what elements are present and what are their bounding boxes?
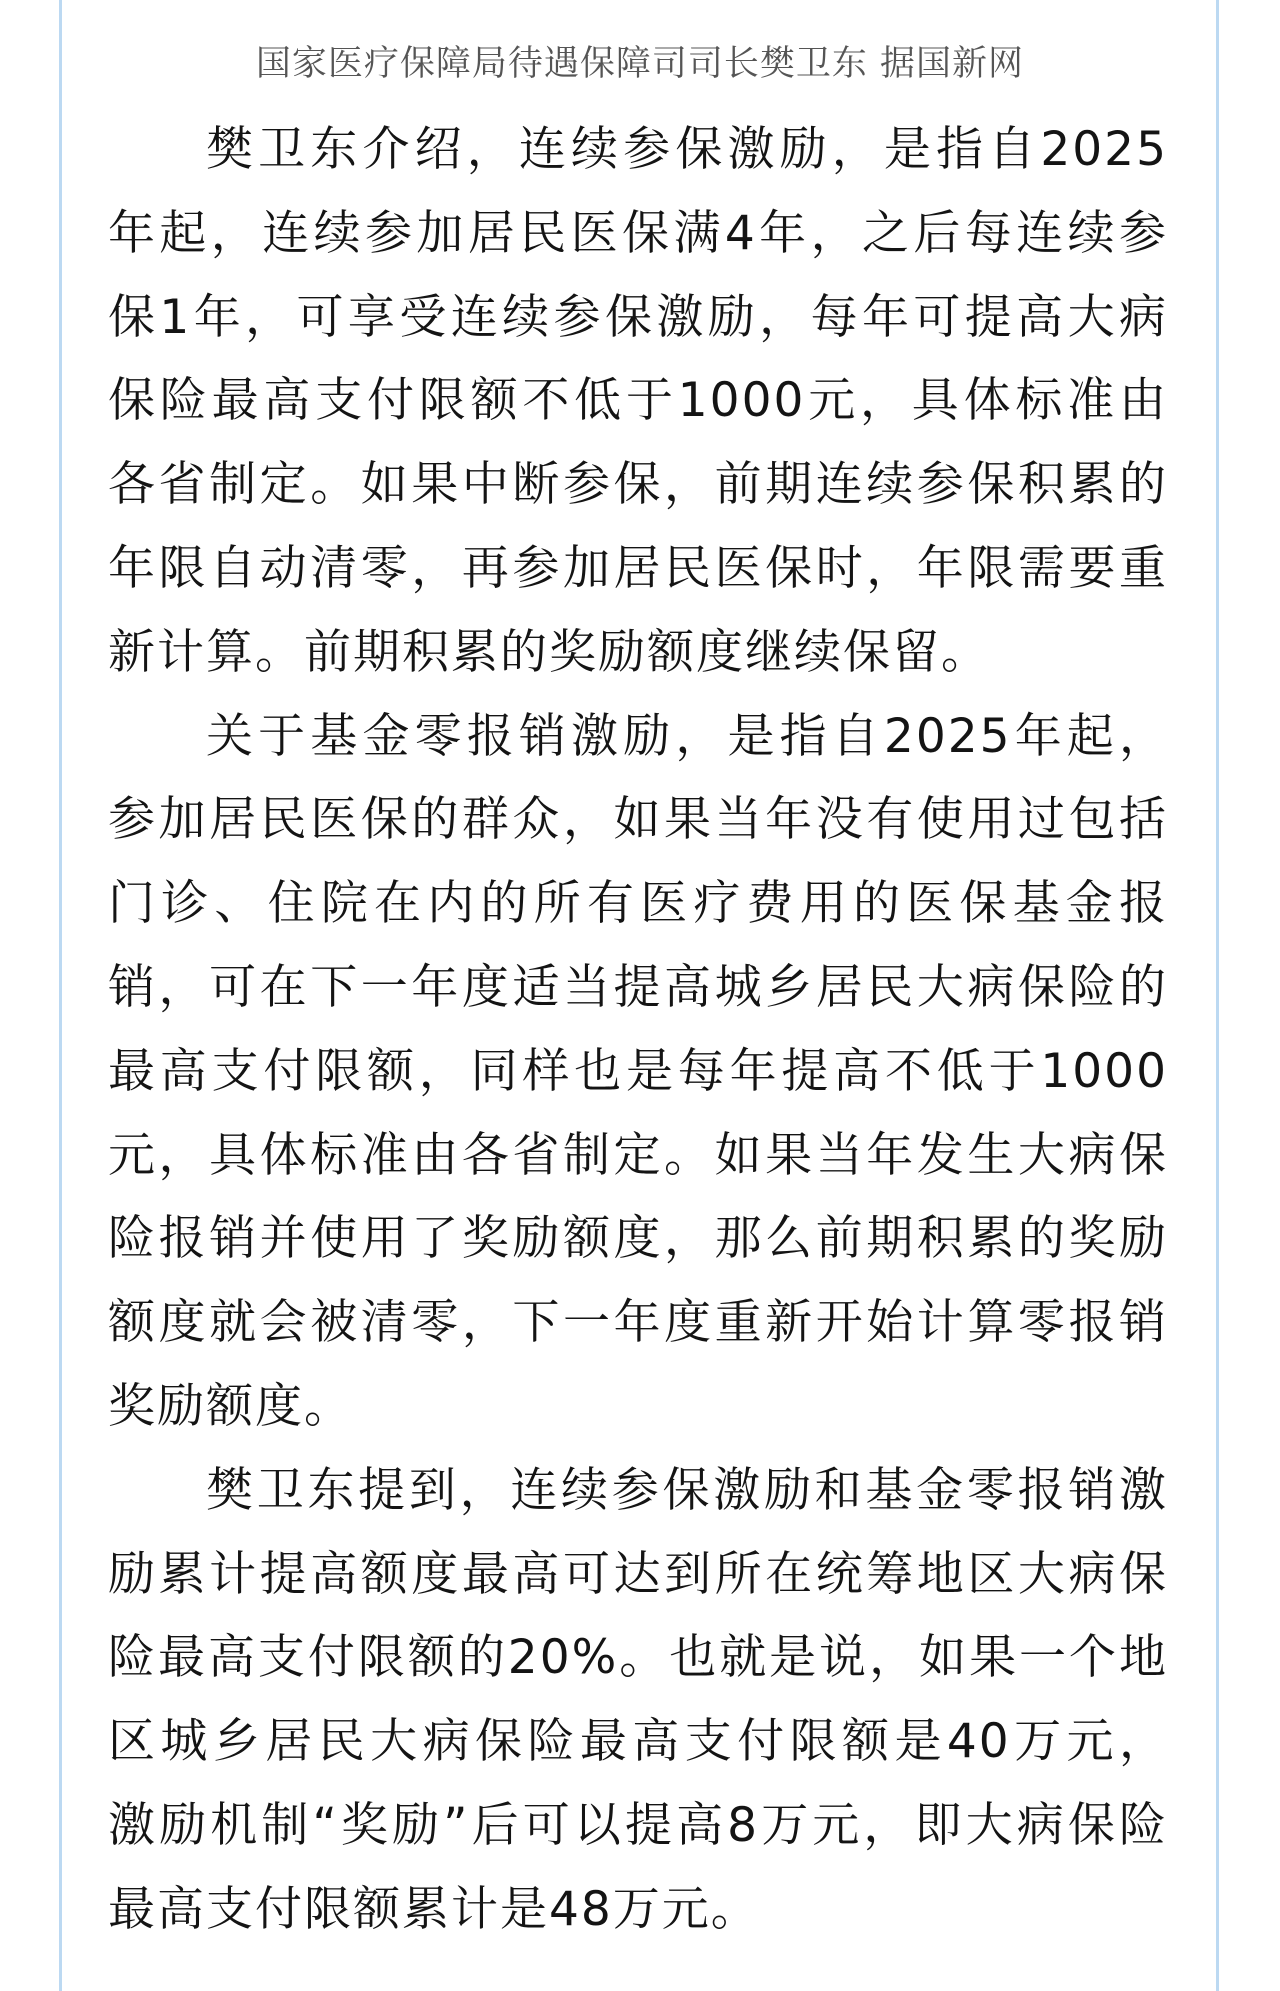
- article-line: 各省制定。如果中断参保，前期连续参保积累的: [108, 457, 1168, 513]
- article-line: 年起，连续参加居民医保满4年，之后每连续参: [108, 205, 1168, 261]
- article-line: 樊卫东提到，连续参保激励和基金零报销激: [206, 1462, 1168, 1518]
- article-line: 销，可在下一年度适当提高城乡居民大病保险的: [108, 959, 1168, 1015]
- article-line: 险最高支付限额的20%。也就是说，如果一个地: [108, 1630, 1168, 1686]
- article-line: 新计算。前期积累的奖励额度继续保留。: [108, 624, 990, 680]
- article-line: 门诊、住院在内的所有医疗费用的医保基金报: [108, 876, 1168, 932]
- article-line: 关于基金零报销激励，是指自2025年起，: [206, 708, 1168, 764]
- article-line: 额度就会被清零，下一年度重新开始计算零报销: [108, 1295, 1168, 1351]
- article-line: 樊卫东介绍，连续参保激励，是指自2025: [206, 122, 1168, 177]
- image-caption: 国家医疗保障局待遇保障司司长樊卫东 据国新网: [255, 44, 1025, 84]
- article-line: 最高支付限额，同样也是每年提高不低于1000: [108, 1043, 1168, 1099]
- article-paragraph: [108, 108, 1168, 695]
- article-line: 最高支付限额累计是48万元。: [108, 1881, 760, 1937]
- article-paragraph: [108, 1449, 1168, 1952]
- article-line: 险报销并使用了奖励额度，那么前期积累的奖励: [108, 1211, 1168, 1267]
- article-line: 元，具体标准由各省制定。如果当年发生大病保: [108, 1127, 1168, 1183]
- article-paragraph: [108, 695, 1168, 1449]
- article-line: 区城乡居民大病保险最高支付限额是40万元，: [108, 1714, 1168, 1770]
- article-line: 年限自动清零，再参加居民医保时，年限需要重: [108, 540, 1168, 596]
- article-body: [108, 108, 1168, 1952]
- article-line: 保险最高支付限额不低于1000元，具体标准由: [108, 373, 1168, 429]
- article-line: 保1年，可享受连续参保激励，每年可提高大病: [108, 289, 1168, 345]
- article-line: 参加居民医保的群众，如果当年没有使用过包括: [108, 792, 1168, 848]
- article-line: 激励机制“奖励”后可以提高8万元，即大病保险: [108, 1797, 1168, 1853]
- article-line: 励累计提高额度最高可达到所在统筹地区大病保: [108, 1546, 1168, 1602]
- article-line: 奖励额度。: [108, 1378, 353, 1434]
